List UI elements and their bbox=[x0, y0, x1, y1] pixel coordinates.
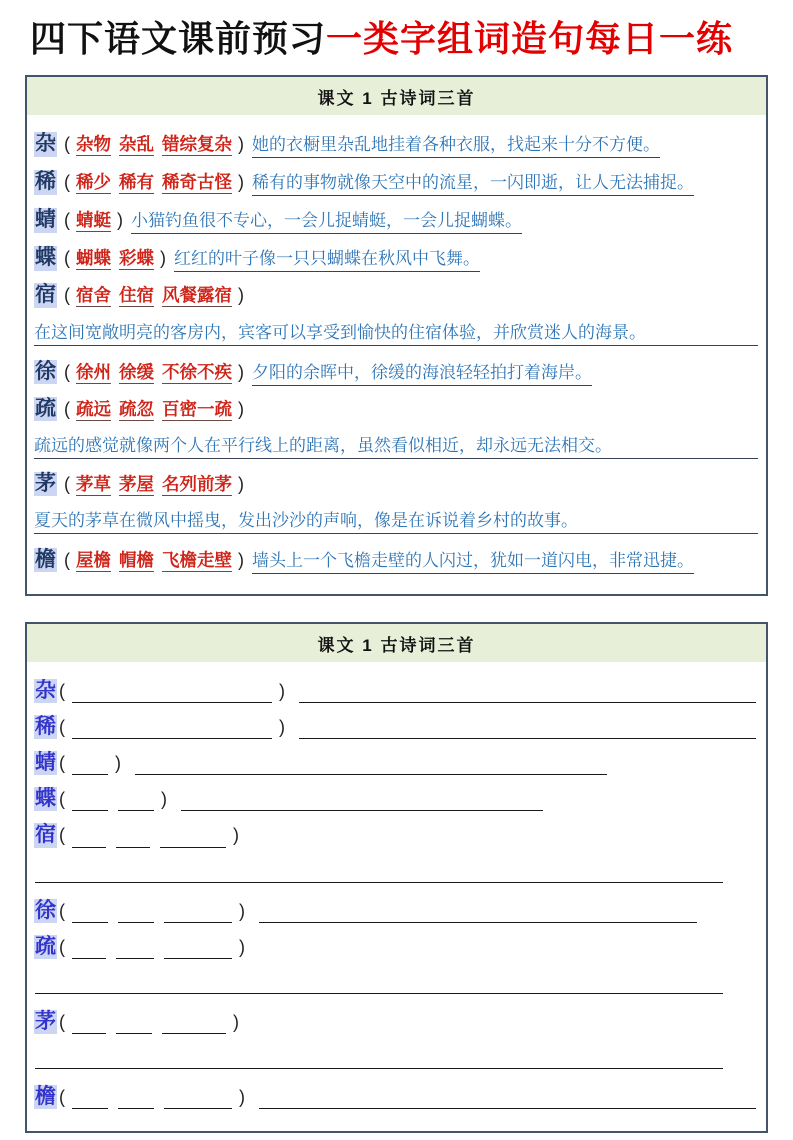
word-group bbox=[62, 207, 125, 232]
paren-mark: ) bbox=[117, 210, 123, 231]
paren-mark: ) bbox=[238, 285, 244, 306]
vocab-row-蝶 bbox=[34, 244, 758, 272]
vocab-word: 稀奇古怪 bbox=[162, 172, 232, 193]
paren-mark: ) bbox=[238, 172, 244, 193]
paren-mark: ) bbox=[233, 1011, 239, 1032]
example-sentence: 夕阳的余晖中，徐缓的海浪轻轻拍打着海岸。 bbox=[252, 358, 592, 386]
vocab-char: 徐 bbox=[35, 898, 56, 922]
vocab-word: 彩蝶 bbox=[119, 248, 154, 269]
answer-blank[interactable] bbox=[72, 756, 108, 775]
vocab-row-杂 bbox=[34, 130, 758, 158]
answer-blank[interactable] bbox=[72, 904, 108, 923]
paren-mark: ) bbox=[238, 473, 244, 494]
paren-mark: ( bbox=[64, 248, 70, 269]
paren-mark: ( bbox=[59, 900, 65, 921]
vocab-word: 帽檐 bbox=[119, 549, 154, 570]
practice-row-稀 bbox=[34, 715, 758, 739]
vocab-word: 徐州 bbox=[76, 361, 111, 382]
answer-blank[interactable] bbox=[118, 904, 154, 923]
vocab-char: 蜻 bbox=[35, 751, 56, 775]
paren-mark: ) bbox=[115, 753, 121, 774]
example-sentence: 她的衣橱里杂乱地挂着各种衣服，找起来十分不方便。 bbox=[252, 130, 660, 158]
paren-mark: ( bbox=[64, 134, 70, 155]
answer-blank[interactable] bbox=[72, 1015, 106, 1034]
vocab-row-疏 bbox=[34, 396, 758, 421]
vocab-word: 杂乱 bbox=[119, 134, 154, 155]
paren-mark: ) bbox=[239, 900, 245, 921]
answer-blank[interactable] bbox=[116, 1015, 152, 1034]
page-title bbox=[30, 18, 793, 59]
example-sentence: 在这间宽敞明亮的客房内，宾客可以享受到愉快的住宿体验，并欣赏迷人的海景。 bbox=[34, 318, 758, 346]
paren-mark: ( bbox=[64, 285, 70, 306]
paren-mark: ) bbox=[233, 825, 239, 846]
vocab-row-檐 bbox=[34, 546, 758, 574]
paren-mark: ( bbox=[59, 825, 65, 846]
paren-mark: ) bbox=[279, 680, 285, 701]
vocab-char: 疏 bbox=[35, 396, 56, 420]
vocab-char: 茅 bbox=[35, 471, 56, 495]
word-group bbox=[62, 359, 246, 384]
vocab-word: 蝴蝶 bbox=[76, 248, 111, 269]
practice-row-蝶 bbox=[34, 787, 758, 811]
vocab-word: 稀少 bbox=[76, 172, 111, 193]
vocab-char: 稀 bbox=[35, 714, 56, 738]
section-header: 课文 1 古诗词三首 bbox=[27, 624, 766, 662]
sentence-writing-line[interactable] bbox=[35, 1068, 723, 1069]
vocab-word: 住宿 bbox=[119, 285, 154, 306]
vocab-word: 徐缓 bbox=[119, 361, 154, 382]
preview-section-body bbox=[27, 115, 766, 593]
answer-blank[interactable] bbox=[72, 1090, 108, 1109]
vocab-char: 檐 bbox=[35, 547, 56, 571]
vocab-char: 蝶 bbox=[35, 246, 56, 270]
answer-blank[interactable] bbox=[72, 792, 108, 811]
practice-section bbox=[25, 622, 768, 1133]
paren-mark: ) bbox=[239, 1086, 245, 1107]
answer-blank[interactable] bbox=[164, 1090, 232, 1109]
answer-blank[interactable] bbox=[164, 904, 232, 923]
writing-line[interactable] bbox=[299, 720, 756, 739]
answer-blank[interactable] bbox=[116, 829, 150, 848]
word-group bbox=[62, 282, 246, 307]
vocab-word: 茅屋 bbox=[119, 473, 154, 494]
practice-row-疏 bbox=[34, 935, 758, 959]
example-sentence: 稀有的事物就像天空中的流星，一闪即逝，让人无法捕捉。 bbox=[252, 168, 694, 196]
paren-mark: ) bbox=[238, 398, 244, 419]
vocab-row-稀 bbox=[34, 168, 758, 196]
practice-section-body bbox=[27, 662, 766, 1131]
vocab-char: 蝶 bbox=[35, 787, 56, 811]
paren-mark: ) bbox=[239, 936, 245, 957]
example-sentence: 墙头上一个飞檐走壁的人闪过，犹如一道闪电，非常迅捷。 bbox=[252, 546, 694, 574]
vocab-row-宿 bbox=[34, 282, 758, 307]
vocab-row-蜻 bbox=[34, 206, 758, 234]
paren-mark: ( bbox=[64, 398, 70, 419]
answer-blank[interactable] bbox=[72, 940, 106, 959]
word-group bbox=[62, 245, 168, 270]
paren-mark: ( bbox=[59, 716, 65, 737]
vocab-char: 宿 bbox=[35, 283, 56, 307]
vocab-char: 檐 bbox=[35, 1084, 56, 1108]
section-header: 课文 1 古诗词三首 bbox=[27, 77, 766, 115]
word-group bbox=[62, 471, 246, 496]
example-sentence: 夏天的茅草在微风中摇曳，发出沙沙的声响，像是在诉说着乡村的故事。 bbox=[34, 506, 758, 534]
answer-blank[interactable] bbox=[72, 720, 272, 739]
paren-mark: ( bbox=[59, 753, 65, 774]
paren-mark: ( bbox=[64, 549, 70, 570]
word-group bbox=[62, 169, 246, 194]
preview-section bbox=[25, 75, 768, 595]
paren-mark: ) bbox=[161, 789, 167, 810]
vocab-word: 错综复杂 bbox=[162, 134, 232, 155]
paren-mark: ) bbox=[238, 134, 244, 155]
word-group bbox=[62, 547, 246, 572]
writing-line[interactable] bbox=[135, 756, 607, 775]
vocab-word: 屋檐 bbox=[76, 549, 111, 570]
vocab-char: 茅 bbox=[35, 1009, 56, 1033]
vocab-word: 蜻蜓 bbox=[76, 210, 111, 231]
vocab-word: 名列前茅 bbox=[162, 473, 232, 494]
paren-mark: ( bbox=[59, 936, 65, 957]
answer-blank[interactable] bbox=[160, 829, 226, 848]
answer-blank[interactable] bbox=[164, 940, 232, 959]
vocab-word: 茅草 bbox=[76, 473, 111, 494]
paren-mark: ( bbox=[59, 1086, 65, 1107]
answer-blank[interactable] bbox=[116, 940, 154, 959]
vocab-word: 疏远 bbox=[76, 398, 111, 419]
vocab-char: 疏 bbox=[35, 934, 56, 958]
example-sentence: 小猫钓鱼很不专心，一会儿捉蜻蜓，一会儿捉蝴蝶。 bbox=[131, 206, 522, 234]
paren-mark: ) bbox=[238, 361, 244, 382]
practice-row-徐 bbox=[34, 899, 758, 923]
practice-row-杂 bbox=[34, 679, 758, 703]
vocab-char: 稀 bbox=[35, 170, 56, 194]
writing-line[interactable] bbox=[299, 684, 756, 703]
sentence-writing-line[interactable] bbox=[35, 993, 723, 994]
paren-mark: ( bbox=[64, 473, 70, 494]
paren-mark: ( bbox=[64, 210, 70, 231]
page-title-black: 四下语文课前预习 bbox=[30, 18, 327, 59]
practice-row-茅 bbox=[34, 1010, 758, 1034]
vocab-char: 宿 bbox=[35, 823, 56, 847]
answer-blank[interactable] bbox=[72, 829, 106, 848]
vocab-char: 蜻 bbox=[35, 208, 56, 232]
example-sentence: 疏远的感觉就像两个人在平行线上的距离，虽然看似相近，却永远无法相交。 bbox=[34, 431, 758, 459]
vocab-word: 百密一疏 bbox=[162, 398, 232, 419]
paren-mark: ) bbox=[279, 716, 285, 737]
vocab-word: 稀有 bbox=[119, 172, 154, 193]
vocab-row-茅 bbox=[34, 471, 758, 496]
word-group bbox=[62, 396, 246, 421]
paren-mark: ( bbox=[59, 1011, 65, 1032]
practice-row-宿 bbox=[34, 823, 758, 847]
vocab-word: 杂物 bbox=[76, 134, 111, 155]
paren-mark: ( bbox=[64, 172, 70, 193]
writing-line[interactable] bbox=[181, 792, 543, 811]
vocab-word: 宿舍 bbox=[76, 285, 111, 306]
vocab-word: 风餐露宿 bbox=[162, 285, 232, 306]
answer-blank[interactable] bbox=[118, 1090, 154, 1109]
sentence-writing-line[interactable] bbox=[35, 882, 723, 883]
vocab-char: 杂 bbox=[35, 132, 56, 156]
word-group bbox=[62, 131, 246, 156]
vocab-char: 徐 bbox=[35, 359, 56, 383]
vocab-word: 疏忽 bbox=[119, 398, 154, 419]
vocab-row-徐 bbox=[34, 358, 758, 386]
practice-row-蜻 bbox=[34, 751, 758, 775]
paren-mark: ) bbox=[238, 549, 244, 570]
writing-line[interactable] bbox=[259, 1090, 756, 1109]
answer-blank[interactable] bbox=[162, 1015, 226, 1034]
vocab-word: 飞檐走壁 bbox=[162, 549, 232, 570]
page-title-red: 一类字组词造句每日一练 bbox=[326, 18, 734, 59]
answer-blank[interactable] bbox=[72, 684, 272, 703]
paren-mark: ( bbox=[59, 789, 65, 810]
example-sentence: 红红的叶子像一只只蝴蝶在秋风中飞舞。 bbox=[174, 244, 480, 272]
vocab-char: 杂 bbox=[35, 678, 56, 702]
vocab-word: 不徐不疾 bbox=[162, 361, 232, 382]
answer-blank[interactable] bbox=[118, 792, 154, 811]
practice-row-檐 bbox=[34, 1085, 758, 1109]
paren-mark: ( bbox=[59, 680, 65, 701]
writing-line[interactable] bbox=[259, 904, 697, 923]
paren-mark: ) bbox=[160, 248, 166, 269]
paren-mark: ( bbox=[64, 361, 70, 382]
